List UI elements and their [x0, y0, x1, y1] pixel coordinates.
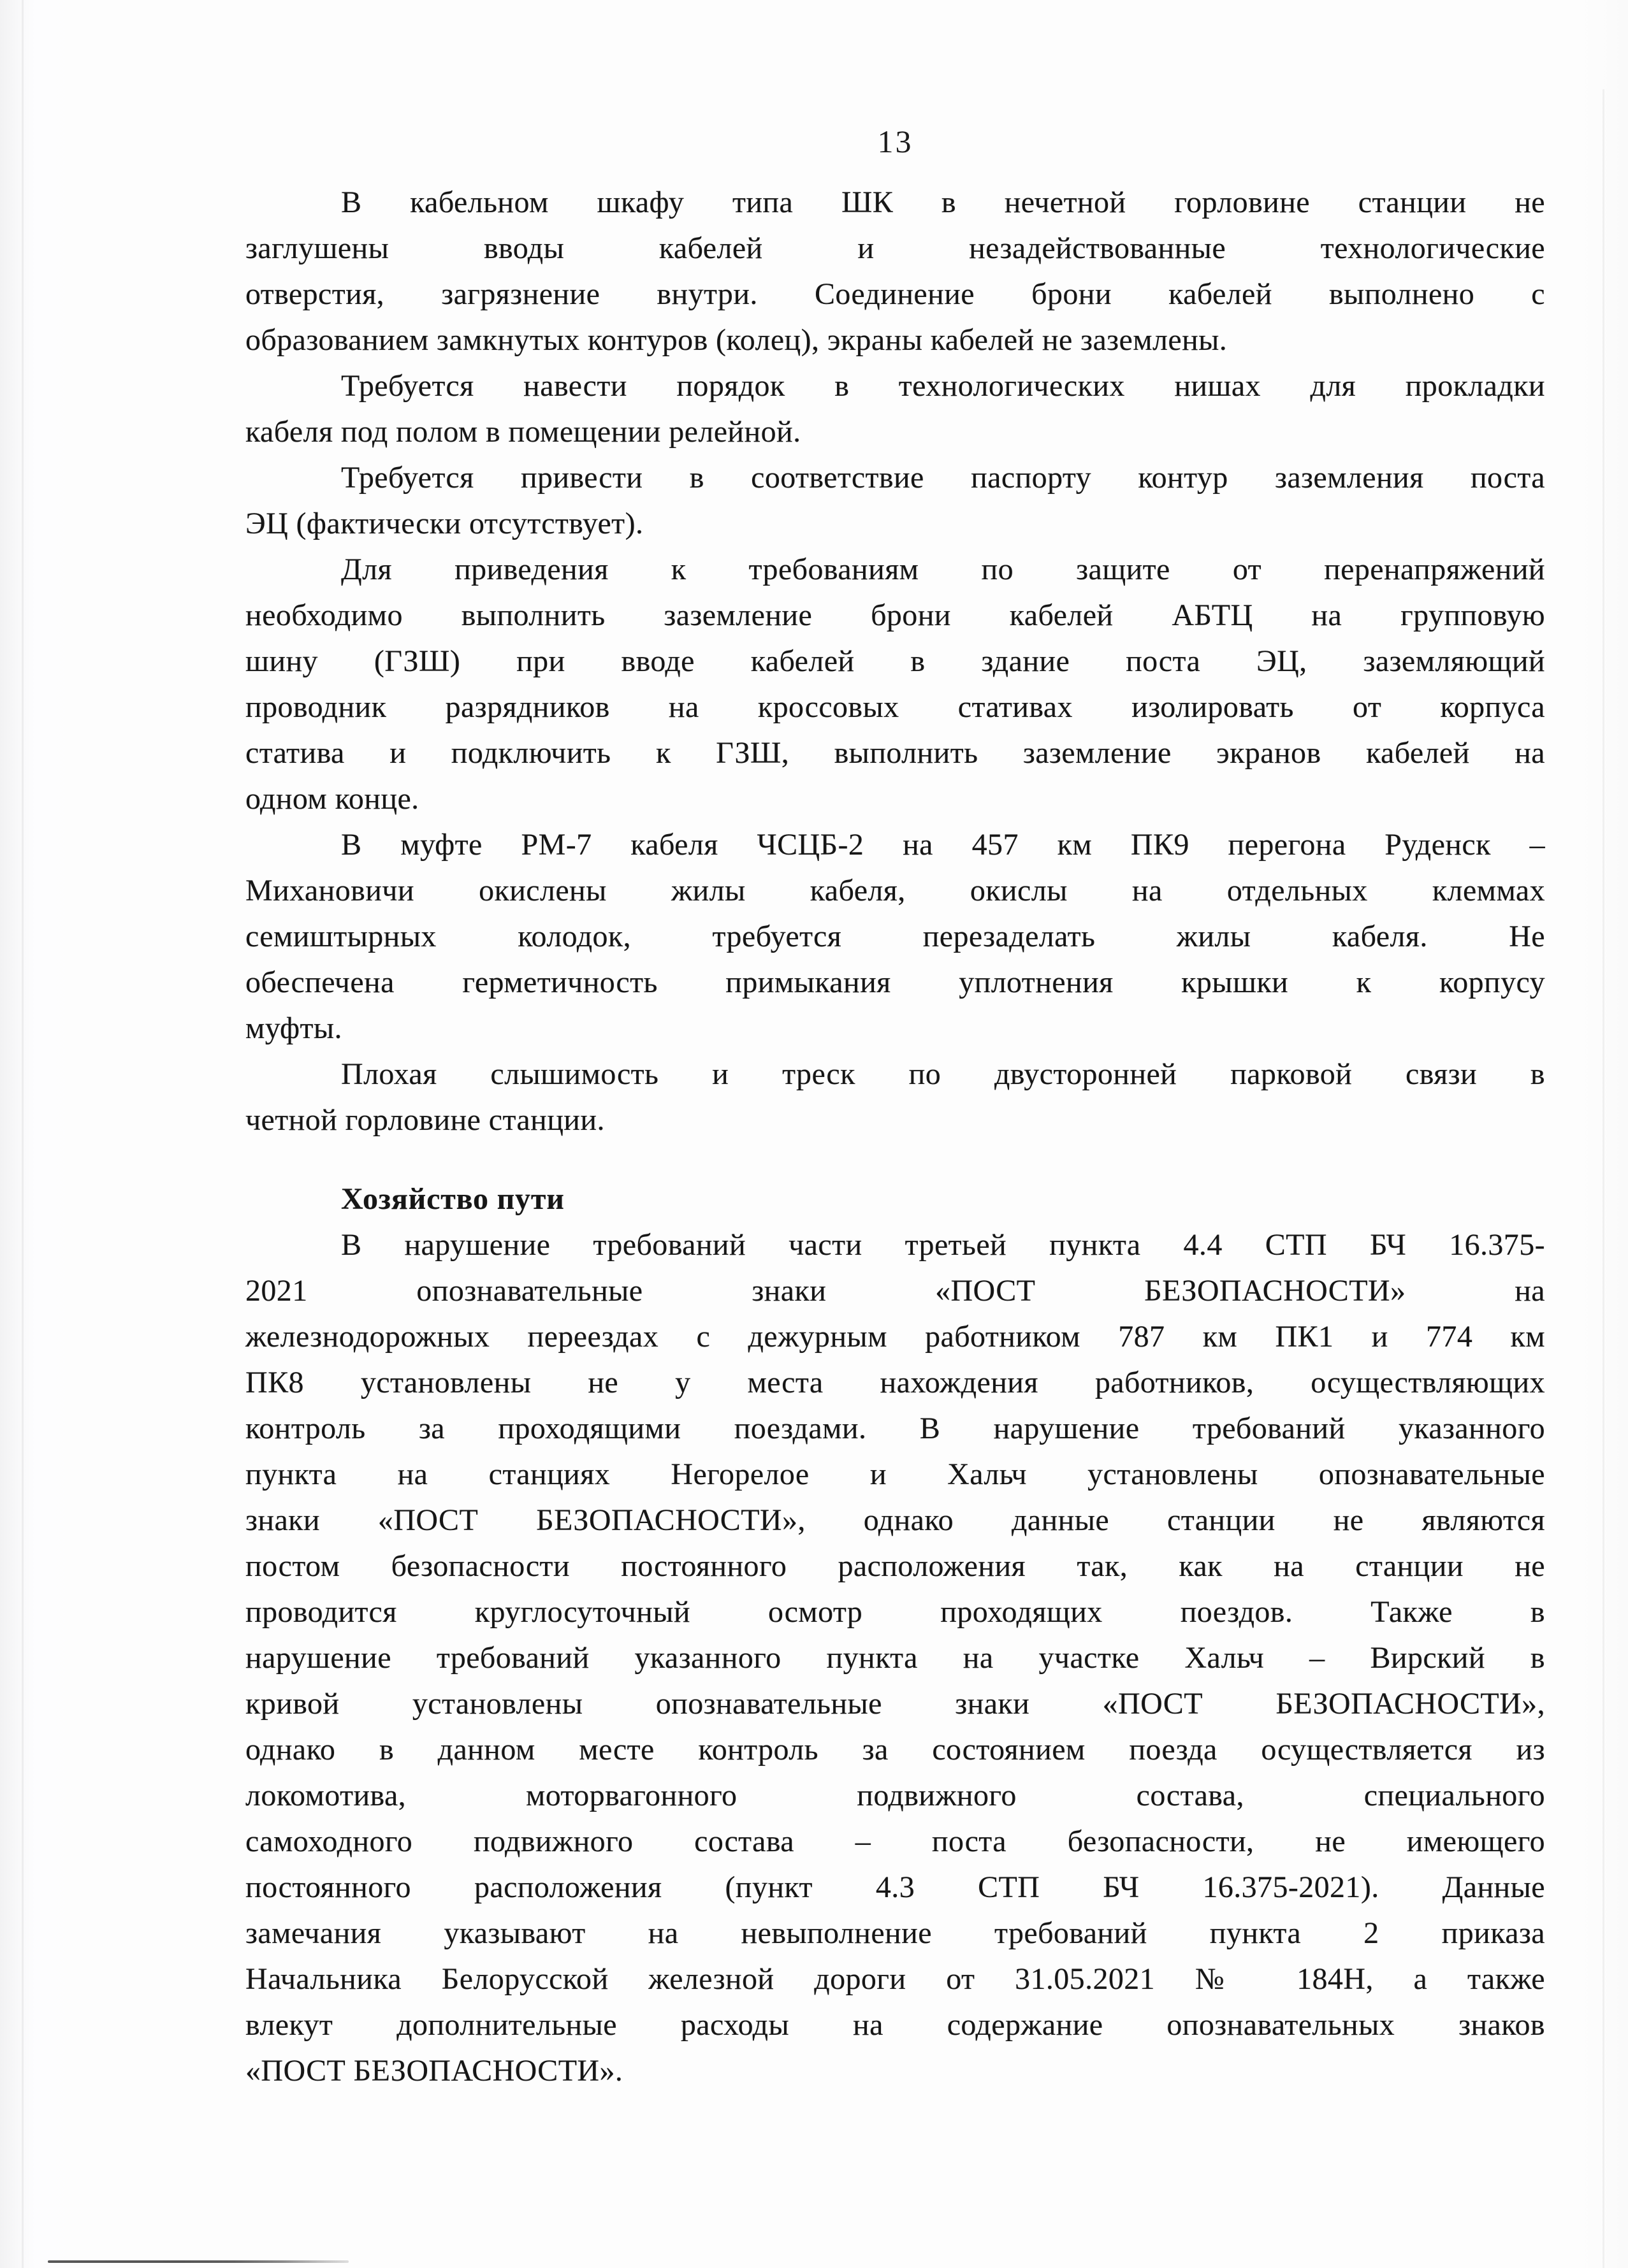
text-line: одном конце.	[245, 782, 419, 816]
text-line: шину (ГЗШ) при вводе кабелей в здание поста ЭЦ, заземляющий	[245, 644, 1545, 678]
scan-left-edge-shadow	[22, 0, 24, 2268]
section-heading: Хозяйство пути	[341, 1182, 565, 1216]
text-line: Требуется привести в соответствие паспорту контур заземления поста	[341, 461, 1545, 495]
page-number: 13	[877, 124, 913, 159]
text-line: проводник разрядников на кроссовых стативах изолировать от корпуса	[245, 690, 1545, 724]
text-line: самоходного подвижного состава – поста безопасности, не имеющего	[245, 1824, 1545, 1858]
text-line: Для приведения к требованиям по защите от перенапряжений	[341, 553, 1545, 586]
text-line: Начальника Белорусской железной дороги от 31.05.2021 № 184Н, а также	[245, 1962, 1545, 1996]
text-line: кривой установлены опознавательные знаки «ПОСТ БЕЗОПАСНОСТИ»,	[245, 1687, 1545, 1721]
text-line: влекут дополнительные расходы на содержание опознавательных знаков	[245, 2008, 1545, 2042]
text-line: железнодорожных переездах с дежурным работником 787 км ПК1 и 774 км	[245, 1320, 1545, 1354]
text-line: необходимо выполнить заземление брони кабелей АБТЦ на групповую	[245, 598, 1545, 632]
document-body	[245, 180, 1545, 2094]
text-line: Михановичи окислены жилы кабеля, окислы на отдельных клеммах	[245, 874, 1545, 907]
text-line: пункта на станциях Негорелое и Хальч установлены опознавательные	[245, 1457, 1545, 1491]
section-gap	[245, 1143, 1545, 1176]
text-line: 2021 опознавательные знаки «ПОСТ БЕЗОПАСНОСТИ» на	[245, 1274, 1545, 1308]
text-line: В кабельном шкафу типа ШК в нечетной горловине станции не	[341, 185, 1545, 219]
text-line: ЭЦ (фактически отсутствует).	[245, 507, 644, 540]
text-line: заглушены вводы кабелей и незадействованные технологические	[245, 231, 1545, 265]
text-line: проводится круглосуточный осмотр проходящих поездов. Также в	[245, 1595, 1545, 1629]
text-line: знаки «ПОСТ БЕЗОПАСНОСТИ», однако данные станции не являются	[245, 1503, 1545, 1537]
text-line: семиштырных колодок, требуется перезаделать жилы кабеля. Не	[245, 920, 1545, 953]
text-line: кабеля под полом в помещении релейной.	[245, 415, 801, 449]
text-line: нарушение требований указанного пункта на участке Хальч – Вирский в	[245, 1641, 1545, 1675]
text-line: обеспечена герметичность примыкания уплотнения крышки к корпусу	[245, 965, 1545, 999]
text-line: локомотива, моторвагонного подвижного состава, специального	[245, 1779, 1545, 1812]
text-line: однако в данном месте контроль за состоянием поезда осуществляется из	[245, 1733, 1545, 1766]
text-line: постом безопасности постоянного расположения так, как на станции не	[245, 1549, 1545, 1583]
text-line: постоянного расположения (пункт 4.3 СТП БЧ 16.375-2021). Данные	[245, 1870, 1545, 1904]
text-line: муфты.	[245, 1011, 342, 1045]
text-line: ПК8 установлены не у места нахождения работников, осуществляющих	[245, 1366, 1545, 1399]
text-line: отверстия, загрязнение внутри. Соединение брони кабелей выполнено с	[245, 277, 1545, 311]
scan-right-edge-shadow	[1603, 89, 1604, 2268]
text-line: «ПОСТ БЕЗОПАСНОСТИ».	[245, 2054, 623, 2088]
text-line: четной горловине станции.	[245, 1103, 605, 1137]
text-line: замечания указывают на невыполнение требований пункта 2 приказа	[245, 1916, 1545, 1950]
text-line: статива и подключить к ГЗШ, выполнить заземление экранов кабелей на	[245, 736, 1545, 770]
text-line: В муфте РМ-7 кабеля ЧСЦБ-2 на 457 км ПК9 перегона Руденск –	[341, 828, 1545, 862]
text-line: Плохая слышимость и треск по двусторонней парковой связи в	[341, 1057, 1545, 1091]
text-line: контроль за проходящими поездами. В нарушение требований указанного	[245, 1412, 1545, 1445]
scan-bottom-line-artifact	[48, 2260, 349, 2263]
text-line: Требуется навести порядок в технологических нишах для прокладки	[341, 369, 1545, 403]
text-line: В нарушение требований части третьей пункта 4.4 СТП БЧ 16.375-	[341, 1228, 1545, 1262]
text-line: образованием замкнутых контуров (колец), экраны кабелей не заземлены.	[245, 323, 1228, 357]
